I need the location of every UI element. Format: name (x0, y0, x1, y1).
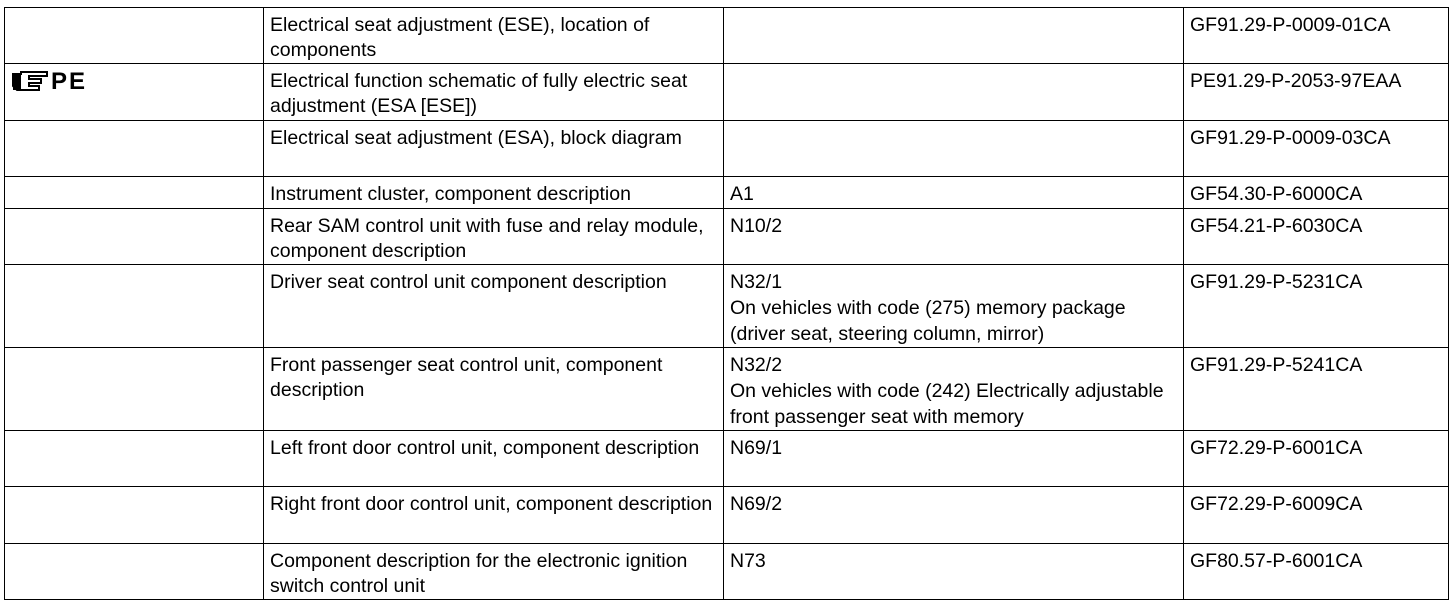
document-link[interactable]: GF72.29-P-6001CA (1184, 431, 1449, 487)
marker-cell (5, 265, 264, 348)
component-note: On vehicles with code (242) Electrically adjustable front passenger seat with memory (730, 380, 1164, 428)
document-link[interactable]: GF80.57-P-6001CA (1184, 544, 1449, 600)
description-cell: Electrical seat adjustment (ESA), block diagram (264, 121, 724, 177)
table-row (5, 209, 1449, 265)
table-row (5, 487, 1449, 544)
marker-cell (5, 8, 264, 64)
document-link[interactable]: GF54.30-P-6000CA (1184, 177, 1449, 209)
document-link[interactable]: GF91.29-P-5241CA (1184, 348, 1449, 431)
component-cell: N69/2 (724, 487, 1184, 544)
description-cell: Right front door control unit, component description (264, 487, 724, 544)
component-cell: N10/2 (724, 209, 1184, 265)
component-cell (724, 64, 1184, 121)
description-cell: Electrical seat adjustment (ESE), location of components (264, 8, 724, 64)
marker-cell (5, 348, 264, 431)
description-cell: Driver seat control unit component description (264, 265, 724, 348)
document-link[interactable]: GF72.29-P-6009CA (1184, 487, 1449, 544)
component-code: N32/2 (730, 354, 783, 376)
table-row (5, 8, 1449, 64)
table-row (5, 64, 1449, 121)
marker-cell (5, 121, 264, 177)
marker-cell (5, 487, 264, 544)
description-cell: Instrument cluster, component description (264, 177, 724, 209)
table-row (5, 177, 1449, 209)
marker-cell (5, 431, 264, 487)
component-cell: A1 (724, 177, 1184, 209)
pe-reference-marker[interactable] (11, 68, 87, 95)
document-link[interactable]: GF91.29-P-0009-01CA (1184, 8, 1449, 64)
table-row (5, 348, 1449, 431)
component-code: N32/1 (730, 271, 783, 293)
table-row (5, 544, 1449, 600)
marker-cell (5, 64, 264, 121)
component-cell (724, 348, 1184, 431)
description-cell: Front passenger seat control unit, component description (264, 348, 724, 431)
marker-cell (5, 544, 264, 600)
reference-table (4, 7, 1449, 600)
document-link[interactable]: GF91.29-P-5231CA (1184, 265, 1449, 348)
component-note: On vehicles with code (275) memory package (driver seat, steering column, mirror) (730, 297, 1126, 345)
pointing-hand-icon (11, 70, 49, 92)
table-row (5, 121, 1449, 177)
table-row (5, 265, 1449, 348)
document-link[interactable]: GF54.21-P-6030CA (1184, 209, 1449, 265)
component-cell: N73 (724, 544, 1184, 600)
document-link[interactable]: PE91.29-P-2053-97EAA (1184, 64, 1449, 121)
marker-cell (5, 177, 264, 209)
document-link[interactable]: GF91.29-P-0009-03CA (1184, 121, 1449, 177)
description-cell: Component description for the electronic ignition switch control unit (264, 544, 724, 600)
pe-label: PE (51, 68, 88, 95)
component-cell (724, 265, 1184, 348)
description-cell: Rear SAM control unit with fuse and relay module, component description (264, 209, 724, 265)
component-cell (724, 8, 1184, 64)
component-cell (724, 121, 1184, 177)
description-cell: Electrical function schematic of fully electric seat adjustment (ESA [ESE]) (264, 64, 724, 121)
component-cell: N69/1 (724, 431, 1184, 487)
marker-cell (5, 209, 264, 265)
description-cell: Left front door control unit, component description (264, 431, 724, 487)
table-row (5, 431, 1449, 487)
